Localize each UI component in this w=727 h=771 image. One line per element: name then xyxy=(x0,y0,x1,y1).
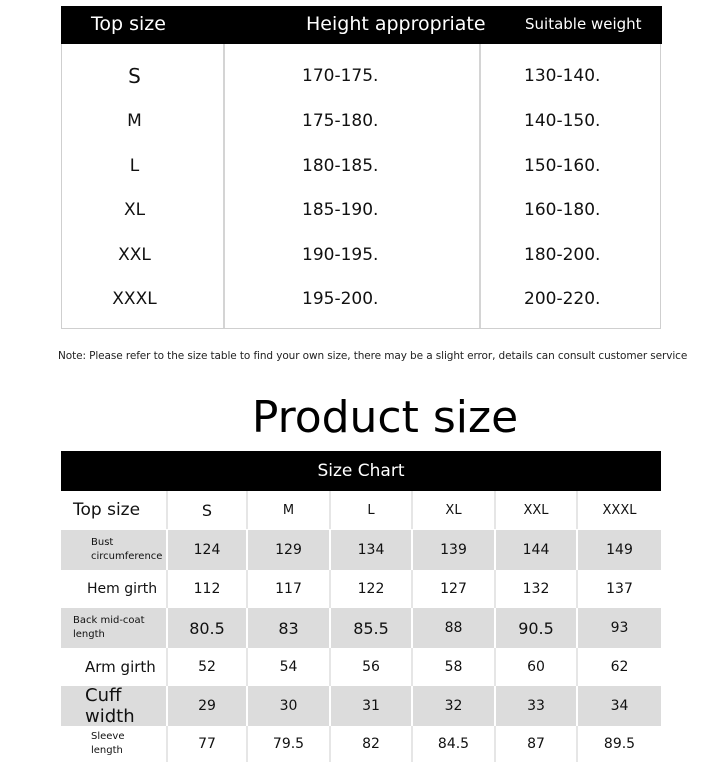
size-col-l: L xyxy=(331,491,413,529)
table-row xyxy=(62,233,662,277)
size-col-xxl: XXL xyxy=(496,491,578,529)
size-cell: XXL xyxy=(118,245,151,265)
table-row xyxy=(61,726,661,762)
row-label: Sleeve length xyxy=(91,731,125,756)
value-cell: 33 xyxy=(496,686,578,726)
size-cell: S xyxy=(128,64,141,88)
value-cell: 83 xyxy=(248,608,331,648)
value-cell: 117 xyxy=(248,570,331,608)
row-label-cell xyxy=(61,608,168,648)
weight-cell: 150-160. xyxy=(524,156,601,176)
value-cell: 31 xyxy=(331,686,413,726)
size-col-xxxl: XXXL xyxy=(602,502,637,518)
value-cell: 88 xyxy=(413,608,496,648)
value-cell: 29 xyxy=(168,686,248,726)
size-note: Note: Please refer to the size table to find your own size, there may be a slight error, details can consult customer service xyxy=(58,350,688,362)
row-label: Back mid-coat length xyxy=(73,615,145,640)
weight-cell: 140-150. xyxy=(524,111,601,131)
size-col-xl: XL xyxy=(413,491,496,529)
value-cell: 34 xyxy=(610,698,629,714)
value-cell: 149 xyxy=(606,542,633,558)
value-cell: 79.5 xyxy=(248,726,331,762)
weight-cell: 160-180. xyxy=(524,200,601,220)
weight-cell: 180-200. xyxy=(524,245,601,265)
table-row xyxy=(62,144,662,188)
value-cell: 62 xyxy=(610,659,629,675)
value-cell: 112 xyxy=(168,570,248,608)
size-col-m: M xyxy=(248,491,331,529)
value-cell: 89.5 xyxy=(603,736,636,752)
value-cell: 124 xyxy=(168,530,248,570)
value-cell: 139 xyxy=(413,530,496,570)
size-cell: XXXL xyxy=(112,289,157,309)
value-cell: 122 xyxy=(331,570,413,608)
value-cell: 134 xyxy=(331,530,413,570)
row-label: Bust circumference xyxy=(91,537,163,562)
size-cell: XL xyxy=(123,200,146,220)
value-cell: 30 xyxy=(248,686,331,726)
height-cell: 170-175. xyxy=(302,66,379,86)
table-row xyxy=(61,648,661,686)
value-cell: 137 xyxy=(606,581,633,597)
value-cell: 84.5 xyxy=(413,726,496,762)
value-cell: 77 xyxy=(168,726,248,762)
row-label-cell xyxy=(61,686,168,726)
table-row xyxy=(62,99,662,143)
product-size-title: Product size xyxy=(251,392,519,443)
table-row xyxy=(62,277,662,321)
row-label-cell xyxy=(61,726,168,762)
table-row xyxy=(61,608,661,648)
weight-cell: 200-220. xyxy=(524,289,601,309)
size-chart-table xyxy=(61,451,661,771)
size-recommendation-table xyxy=(61,6,661,329)
height-cell: 180-185. xyxy=(302,156,379,176)
value-cell: 87 xyxy=(496,726,578,762)
height-cell: 185-190. xyxy=(302,200,379,220)
value-cell: 132 xyxy=(496,570,578,608)
top-size-label: Top size xyxy=(73,500,141,520)
height-cell: 195-200. xyxy=(302,289,379,309)
value-cell: 90.5 xyxy=(496,608,578,648)
header-top-size: Top size xyxy=(91,13,166,35)
value-cell: 58 xyxy=(413,648,496,686)
size-table-header xyxy=(61,6,662,44)
table-row xyxy=(61,570,661,608)
value-cell: 82 xyxy=(331,726,413,762)
table-row xyxy=(61,686,661,726)
table-row xyxy=(62,54,662,98)
value-cell: 54 xyxy=(248,648,331,686)
value-cell: 80.5 xyxy=(168,608,248,648)
size-col-s: S xyxy=(168,491,248,529)
weight-cell: 130-140. xyxy=(524,66,601,86)
value-cell: 52 xyxy=(168,648,248,686)
row-label: Cuff width xyxy=(85,685,135,727)
size-chart-title: Size Chart xyxy=(61,451,661,491)
row-label-cell xyxy=(61,648,168,686)
row-label: Hem girth xyxy=(87,581,158,597)
value-cell: 56 xyxy=(331,648,413,686)
value-cell: 85.5 xyxy=(331,608,413,648)
value-cell: 127 xyxy=(413,570,496,608)
value-cell: 32 xyxy=(413,686,496,726)
row-label-cell xyxy=(61,530,168,570)
value-cell: 129 xyxy=(248,530,331,570)
size-header-row xyxy=(61,491,661,529)
header-weight: Suitable weight xyxy=(525,15,642,33)
table-row xyxy=(61,530,661,570)
value-cell: 60 xyxy=(496,648,578,686)
size-cell: L xyxy=(129,156,140,176)
row-label-cell xyxy=(61,491,168,529)
height-cell: 190-195. xyxy=(302,245,379,265)
value-cell: 93 xyxy=(610,620,629,636)
row-label: Arm girth xyxy=(85,658,156,676)
table-row xyxy=(62,188,662,232)
row-label-cell xyxy=(61,570,168,608)
height-cell: 175-180. xyxy=(302,111,379,131)
value-cell: 144 xyxy=(496,530,578,570)
size-cell: M xyxy=(127,111,142,131)
header-height: Height appropriate xyxy=(306,13,486,35)
